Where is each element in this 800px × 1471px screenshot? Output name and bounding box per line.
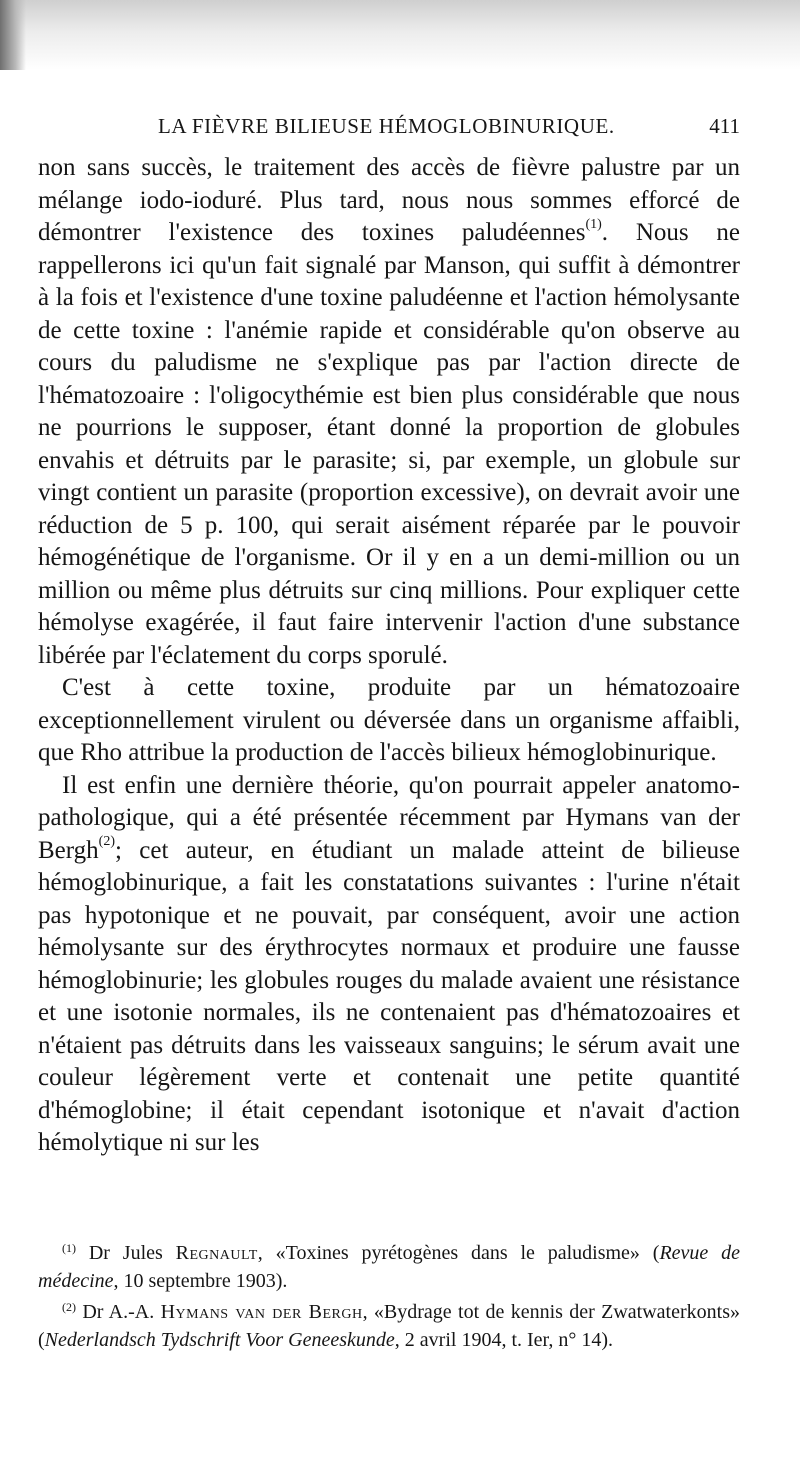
paragraph-1-text-a: non sans succès, le traitement des accès de fièvre palustre par un mélange iodo-ioduré. Plus tard, nous nous sommes efforcé de démontrer l'existence des toxines paludéennes: [38, 154, 740, 246]
page-number: 411: [709, 114, 740, 138]
footnote-1-text-a: Dr Jules: [88, 1242, 176, 1264]
page-header: [158, 108, 740, 142]
footnote-1-text-b: , «Toxines pyrétogènes dans le paludisme» (: [257, 1242, 660, 1264]
paragraph-1: [38, 152, 740, 672]
footnotes: [38, 1240, 740, 1358]
running-title: LA FIÈVRE BILIEUSE HÉMOGLOBINURIQUE.: [158, 114, 615, 138]
footnote-ref-1: (1): [585, 216, 602, 232]
footnote-2-text-c: , 2 avril 1904, t. Ier, n° 14).: [394, 1329, 614, 1351]
footnote-1: [38, 1240, 740, 1294]
paragraph-3-text-a: Il est enfin une dernière théorie, qu'on pourrait appeler anatomo-pathologique, qui a été présentée récemment par Hymans van der Bergh: [38, 771, 740, 864]
footnote-2-text-b: , «Bydrage tot de kennis der Zwatwaterkonts» (: [38, 1301, 740, 1351]
scan-shadow: [0, 0, 800, 70]
footnote-2-text-a: Dr A.-A.: [82, 1301, 161, 1323]
scan-binding-edge: [0, 0, 26, 70]
footnote-2-mark: (2): [62, 1300, 76, 1314]
paragraph-2: [38, 672, 740, 770]
footnote-1-text-c: , 10 septembre 1903).: [113, 1270, 288, 1292]
footnote-ref-2: (2): [98, 834, 115, 850]
footnote-2-author: Hymans van der Bergh: [160, 1301, 363, 1323]
paragraph-2-text: C'est à cette toxine, produite par un hématozoaire exceptionnellement virulent ou déversée dans un organisme affaibli, que Rho attribue la production de l'accès bilieux hémoglobinurique.: [38, 674, 740, 766]
paragraph-3: [38, 770, 740, 1160]
footnote-1-author: Regnault: [175, 1242, 258, 1264]
footnote-2-journal: Nederlandsch Tydschrift Voor Geneeskunde: [44, 1329, 395, 1351]
paragraph-3-text-b: ; cet auteur, en étudiant un malade atteint de bilieuse hémoglobinurique, a fait les constatations suivantes : l'urine n'était pas hypotonique et ne pouvait, par conséquent, avoir une action hémolysante sur des érythrocytes normaux et produire une fausse hémoglobinurie; les globules rouges du malade avaient une résistance et une isotonie normales, ils ne contenaient pas d'hématozoaires et n'étaient pas détruits dans les vaisseaux sanguins; le sérum avait une couleur légèrement verte et contenait une petite quantité d'hémoglobine; il était cependant isotonique et n'avait d'action hémolytique ni sur les: [38, 836, 740, 1156]
footnote-2: [38, 1299, 740, 1353]
footnote-1-mark: (1): [62, 1241, 76, 1255]
paragraph-1-text-b: . Nous ne rappellerons ici qu'un fait signalé par Manson, qui suffit à démontrer à la fois et l'existence d'une toxine paludéenne et l'action hémolysante de cette toxine : l'anémie rapide et considérable qu'on observe au cours du paludisme ne s'explique pas par l'action directe de l'hématozoaire : l'oligocythémie est bien plus considérable que nous ne pourrions le supposer, étant donné la proportion de globules envahis et détruits par le parasite; si, par exemple, un globule sur vingt contient un parasite (proportion excessive), on devrait avoir une réduction de 5 p. 100, qui serait aisément réparée par le pouvoir hémogénétique de l'organisme. Or il y en a un demi-million ou un million ou même plus détruits sur cinq millions. Pour expliquer cette hémolyse exagérée, il faut faire intervenir l'action d'une substance libérée par l'éclatement du corps sporulé.: [38, 219, 740, 669]
footnote-1-journal: Revue de médecine: [38, 1242, 740, 1292]
body-text: [38, 152, 740, 1160]
